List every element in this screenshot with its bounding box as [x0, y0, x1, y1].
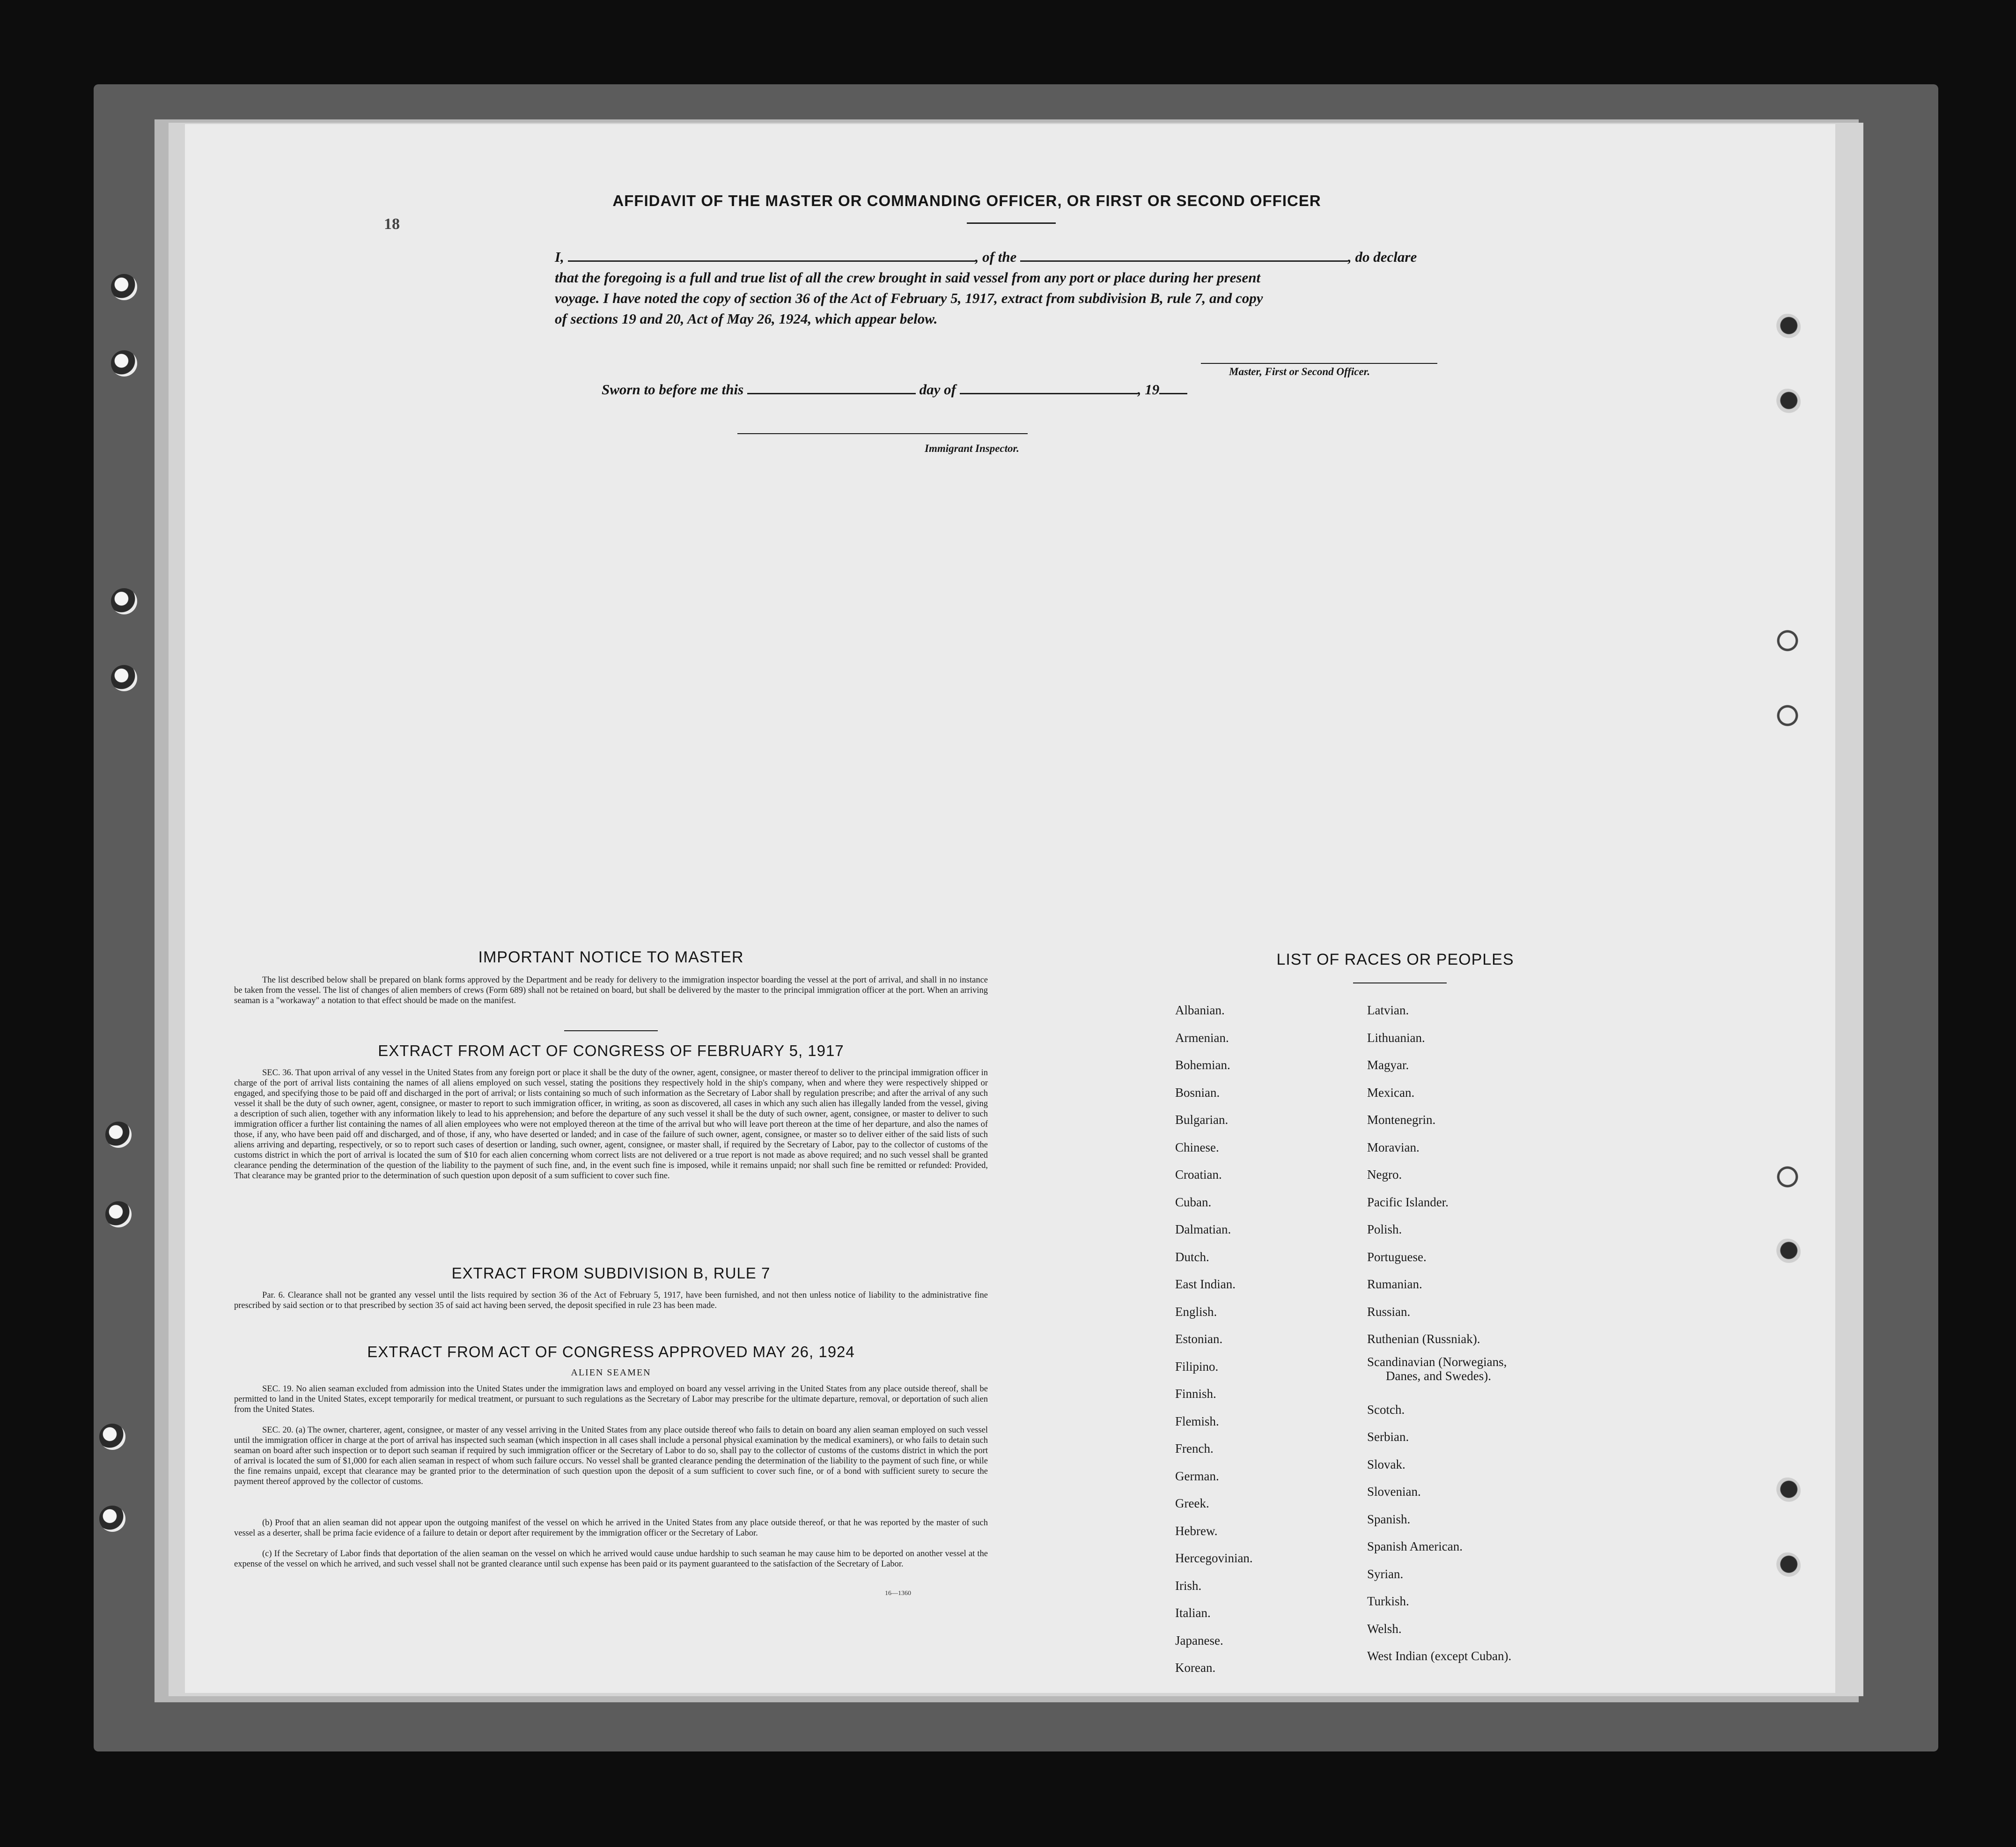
race-item [1367, 1353, 1511, 1396]
master-caption: Master, First or Second Officer. [1229, 366, 1370, 377]
race-item: Russian. [1367, 1304, 1411, 1319]
extract-1924-sec20a: SEC. 20. (a) The owner, charterer, agent, consignee, or master of any vessel arriving in the United States from any place outside thereof who fails to detain on board any alien seaman employed on such vessel until the immigration officer in charge at the port of arrival has inspected such seaman (which inspection in all cases shall include a personal physical examination by the medical examiners), or who fails to detain such seaman on board after such inspection or to deport such seaman if required by such immigration officer or the Secretary of Labor to do so, shall pay to the collector of customs of the customs district in which the port of arrival is located the sum of $1,000 for each alien seaman in respect of whom such failure occurs. No vessel shall be granted clearance pending the determination of the liability to the payment of such fine, or while the fine remains unpaid, except that clearance may be granted prior to the determination of such question upon the deposit of a sum sufficient to cover such fine, or of a bond with sufficient surety to secure the payment thereof approved by the collector of customs. [234, 1426, 988, 1486]
race-item: Finnish. [1175, 1387, 1216, 1401]
binder-hole [111, 274, 137, 300]
races-column-1 [1175, 997, 1253, 1682]
race-item: Irish. [1175, 1578, 1202, 1593]
race-item: Welsh. [1367, 1621, 1402, 1636]
binder-hole [1774, 389, 1801, 415]
affidavit-line-2: that the foregoing is a full and true list of all the crew brought in said vessel from any port or place during her present [555, 269, 1261, 286]
affidavit-line-3: voyage. I have noted the copy of section 36 of the Act of February 5, 1917, extract from subdivision B, rule 7, and copy [555, 290, 1263, 306]
binder-hole [1774, 1478, 1801, 1504]
race-item: West Indian (except Cuban). [1367, 1649, 1512, 1663]
notice-rule [564, 1030, 658, 1031]
race-item: Slovak. [1367, 1457, 1405, 1471]
binder-hole [99, 1424, 125, 1450]
extract-1924-sec19: SEC. 19. No alien seaman excluded from admission into the United States under the immigration laws and employed on board any vessel arriving in the United States from any place outside thereof, shall be permitted to land in the United States, except temporarily for medical treatment, or pursuant to such regulations as the Secretary of Labor may prescribe for the ultimate departure, removal, or deportation of such alien from the United States. [234, 1384, 988, 1414]
races-title: LIST OF RACES OR PEOPLES [1276, 951, 1514, 968]
race-item: Rumanian. [1367, 1277, 1422, 1291]
extract-rule7-text: Par. 6. Clearance shall not be granted any vessel until the lists required by section 36 of the Act of February 5, 1917, have been furnished, and not then unless notice of liability to the administrative fine prescribed by said section or to that prescribed by section 35 of said act having been served, the deposit specified in rule 23 has been made. [234, 1291, 988, 1310]
affidavit-line-1 [555, 247, 1650, 267]
extract-1924-title: EXTRACT FROM ACT OF CONGRESS APPROVED MAY 26, 1924 [367, 1343, 855, 1360]
race-item: Mexican. [1367, 1085, 1415, 1100]
race-item: French. [1175, 1441, 1214, 1455]
race-item: Greek. [1175, 1496, 1209, 1510]
race-item: Spanish American. [1367, 1539, 1463, 1553]
extract-1924-sec20b: (b) Proof that an alien seaman did not appear upon the outgoing manifest of the vessel on which he arrived in the United States from any place outside thereof, or that he was reported by the master of such vessel as a deserter, shall be prima facie evidence of a failure to detain or deport after requirement by the immigration officer or the Secretary of Labor. [234, 1518, 988, 1538]
sworn-date-field[interactable] [747, 392, 916, 394]
race-item: Spanish. [1367, 1512, 1411, 1526]
race-item: Syrian. [1367, 1566, 1404, 1581]
race-item: Lithuanian. [1367, 1030, 1425, 1045]
race-item: East Indian. [1175, 1277, 1236, 1291]
master-signature-line [1201, 363, 1437, 364]
do-declare-text: , do declare [1348, 249, 1417, 265]
race-item: Bohemian. [1175, 1058, 1230, 1072]
notice-text: The list described below shall be prepared on blank forms approved by the Department and be ready for delivery to the immigration inspector boarding the vessel at the port of arrival, and shall in no instance be taken from the vessel. The list of changes of alien members of crews (Form 689) shall not be retained on board, but shall be delivered by the master to the principal immigration officer at the port. When an arriving seaman is a "workaway" a notation to that effect should be made on the manifest. [234, 975, 988, 1005]
race-item-line: Scandinavian (Norwegians, [1367, 1354, 1507, 1369]
binder-hole [111, 588, 137, 614]
binder-hole [111, 665, 137, 691]
affidavit-line-4: of sections 19 and 20, Act of May 26, 1924, which appear below. [555, 310, 938, 327]
binder-hole [1774, 1552, 1801, 1579]
race-item: Korean. [1175, 1661, 1216, 1675]
sworn-month-field[interactable] [960, 392, 1138, 394]
race-item: Hercegovinian. [1175, 1551, 1253, 1565]
race-item: Portuguese. [1367, 1249, 1427, 1264]
sworn-text: Sworn to before me this [602, 381, 744, 398]
binder-hole [1774, 314, 1801, 340]
sworn-line [602, 379, 1697, 400]
race-item: Estonian. [1175, 1332, 1223, 1346]
race-item: Ruthenian (Russniak). [1367, 1332, 1480, 1346]
notice-title: IMPORTANT NOTICE TO MASTER [478, 948, 744, 966]
binder-hole [111, 350, 137, 377]
of-the-text: , of the [975, 249, 1017, 265]
race-item: English. [1175, 1304, 1217, 1319]
affidavit-page [185, 124, 1835, 1693]
alien-seamen-subtitle: ALIEN SEAMEN [571, 1367, 651, 1378]
binder-hole [1774, 1164, 1801, 1190]
extract-rule7-title: EXTRACT FROM SUBDIVISION B, RULE 7 [451, 1264, 771, 1282]
race-item: Flemish. [1175, 1414, 1219, 1428]
race-item: Bosnian. [1175, 1085, 1220, 1100]
sworn-year-field[interactable] [1159, 392, 1187, 394]
race-item: Filipino. [1175, 1359, 1219, 1374]
race-item: Cuban. [1175, 1195, 1212, 1209]
race-item: German. [1175, 1469, 1219, 1483]
declarant-name-field[interactable] [568, 260, 975, 262]
binder-hole [1774, 628, 1801, 654]
race-item: Dutch. [1175, 1249, 1209, 1264]
extract-1924-sec20c: (c) If the Secretary of Labor finds that deportation of the alien seaman on the vessel on which he arrived would cause undue hardship to such seaman he may cause him to be deported on another vessel at the expense of the vessel on which he arrived, and such vessel shall not be granted clearance until such expense has been paid or its payment guaranteed to the satisfaction of the Secretary of Labor. [234, 1549, 988, 1569]
race-item: Turkish. [1367, 1594, 1409, 1608]
binder-hole [99, 1506, 125, 1532]
inspector-signature-line [737, 433, 1028, 434]
race-item: Chinese. [1175, 1140, 1219, 1154]
race-item: Polish. [1367, 1222, 1402, 1236]
vessel-name-field[interactable] [1020, 260, 1348, 262]
binder-hole [105, 1122, 132, 1148]
binder-hole [1774, 702, 1801, 729]
race-item: Pacific Islander. [1367, 1195, 1449, 1209]
race-item: Bulgarian. [1175, 1113, 1229, 1127]
extract-1917-text: SEC. 36. That upon arrival of any vessel in the United States from any foreign port or place it shall be the duty of the owner, agent, consignee, or master thereof to deliver to the principal immigration officer in charge of the port of arrival lists containing the names of all aliens employed on such vessel, stating the positions they respectively hold in the ship's company, when and where they were respectively shipped or engaged, and specifying those to be paid off and discharged in the port of arrival; or lists containing so much of such information as the Secretary of Labor shall by regulation prescribe; and after the arrival of any such vessel it shall be the duty of such owner, agent, consignee, or master to report to such immigration officer, in writing, as soon as discovered, all cases in which any such alien has illegally landed from the vessel, giving a description of such alien, together with any information likely to lead to his apprehension; and before the departure of any such vessel it shall be the duty of such owner, agent, consignee, or master to deliver to such immigration officer a further list containing the names of all alien employees who were not employed thereon at the time of the arrival but who will leave port thereon at the time of her departure, and also the names of those, if any, who have been paid off and discharged, and of those, if any, who have deserted or landed; and in case of the failure of such owner, agent, consignee, or master so to deliver either of the said lists of such aliens arriving and departing, respectively, or so to report such cases of desertion or landing, such owner, agent, consignee, or master shall, if required by the Secretary of Labor, pay to the collector of customs of the customs district in which the port of arrival is located the sum of $10 for each alien concerning whom correct lists are not delivered or a true report is not made as above required; and no such vessel shall be granted clearance pending the determination of the question of the liability to the payment of such fine, and, in the event such fine is imposed, while it remains unpaid; nor shall such fine be remitted or refunded: Provided, That clearance may be granted prior to the determination of such question upon deposit of a sum sufficient to cover such fine. [234, 1068, 988, 1181]
race-item: Italian. [1175, 1606, 1211, 1620]
title-rule [967, 222, 1056, 224]
day-of-text: day of [919, 381, 956, 398]
form-number: 16—1360 [885, 1590, 911, 1597]
race-item: Hebrew. [1175, 1523, 1218, 1538]
race-item: Japanese. [1175, 1633, 1223, 1648]
extract-1917-title: EXTRACT FROM ACT OF CONGRESS OF FEBRUARY 5, 1917 [378, 1042, 844, 1059]
race-item: Moravian. [1367, 1140, 1420, 1154]
year-prefix-text: , 19 [1137, 381, 1160, 398]
stamp-number: 18 [384, 215, 400, 233]
binder-hole [1774, 1239, 1801, 1265]
race-item: Armenian. [1175, 1030, 1229, 1045]
race-item: Negro. [1367, 1167, 1402, 1182]
race-item: Dalmatian. [1175, 1222, 1231, 1236]
races-column-2 [1367, 997, 1511, 1670]
race-item: Scotch. [1367, 1402, 1405, 1417]
race-item: Latvian. [1367, 1003, 1409, 1017]
race-item: Slovenian. [1367, 1485, 1421, 1499]
race-item: Albanian. [1175, 1003, 1225, 1017]
race-item: Croatian. [1175, 1167, 1222, 1182]
declarant-prefix: I, [555, 249, 564, 265]
race-item-line: Danes, and Swedes). [1386, 1368, 1491, 1383]
race-item: Magyar. [1367, 1058, 1409, 1072]
race-item: Montenegrin. [1367, 1113, 1436, 1127]
binder-hole [105, 1201, 132, 1227]
inspector-caption: Immigrant Inspector. [925, 443, 1019, 454]
race-item: Serbian. [1367, 1430, 1409, 1444]
affidavit-title: AFFIDAVIT OF THE MASTER OR COMMANDING OFFICER, OR FIRST OR SECOND OFFICER [612, 192, 1321, 209]
